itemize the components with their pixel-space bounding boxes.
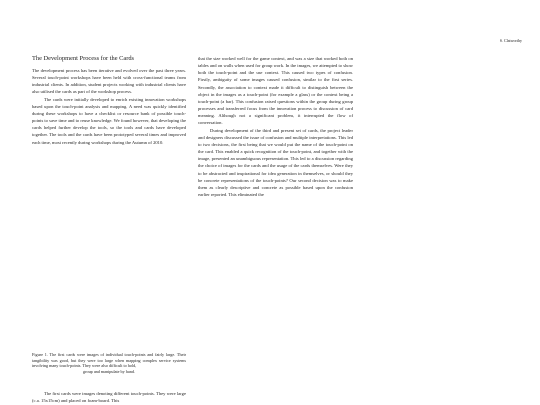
figure-area — [32, 175, 186, 345]
left-column — [32, 55, 186, 146]
right-column — [198, 55, 353, 198]
right-paragraph-2: During development of the third and present set of cards, the project leader and designers discussed the issue of confusion and multiple interpretations. This led to two decisions, the first being that we would put the name of the touch-point on the card. This enabled a quick recognition of the touch-point, and together with the image, presented an unambiguous representation. This led to a discussion regarding the choice of images for the cards and the usage of the cards themselves. Were they to be abstracted and inspirational for idea generation in themselves, or should they be concrete representations of the touch-points? Our second decision was to make them as clearly descriptive and concrete as possible based upon the confusion earlier reported. This eliminated the — [198, 127, 353, 197]
running-head: S. Clatworthy — [499, 38, 522, 43]
right-paragraph-1: that the size worked well for the game context, and was a size that worked both on tables and on walls when used for group work. In the images, we attempted to show both the touch-point and the use context. This caused two types of confusion. Firstly, ambiguity of some images caused confusion, similar to the first series. Secondly, the association to context made it difficult to distinguish between the object in the images as a touch-point (for example a glass) or the context being a touch-point (a bar). This confusion raised questions within the group during group processes and transferred focus from the innovation process to discussion of card meaning. Although not a significant problem, it interrupted the flow of conversation. — [198, 56, 353, 126]
caption-last-line: group and manipulate by hand. — [83, 368, 135, 374]
left-paragraph-1: The development process has been iterative and evolved over the past three years. Several touch-point workshops have been held with cross-functional teams from industrial clients. In addition, student projects working with industrial clients have also utilised the cards as part of the workshop process. — [32, 68, 186, 95]
figure-caption — [32, 352, 186, 374]
caption-main: Figure 1. The first cards were images of individual touch-points and fairly large. Their tangibility was good, but they were too large when mapping complex service systems involving many touch-points. They were also difficult to hold, — [32, 352, 186, 368]
left-paragraph-2: The cards were initially developed to enrich existing innovation workshops based upon the touch-point analysis and mapping. A need was quickly identified during these workshops to have a checklist or resource bank of possible touch-points to save time and to reuse knowledge. We found however, that developing the cards helped further develop the tools, so the tools and cards have developed together. The tools and the cards have been prototyped several times and improved each time, most recently during workshops during the Autumn of 2010. — [32, 96, 186, 145]
section-title: The Development Process for the Cards — [32, 55, 135, 62]
bottom-paragraph: The first cards were images denoting different touch-points. They were large (c.a. 15x15cm) and placed on foam-board. This — [32, 391, 186, 403]
